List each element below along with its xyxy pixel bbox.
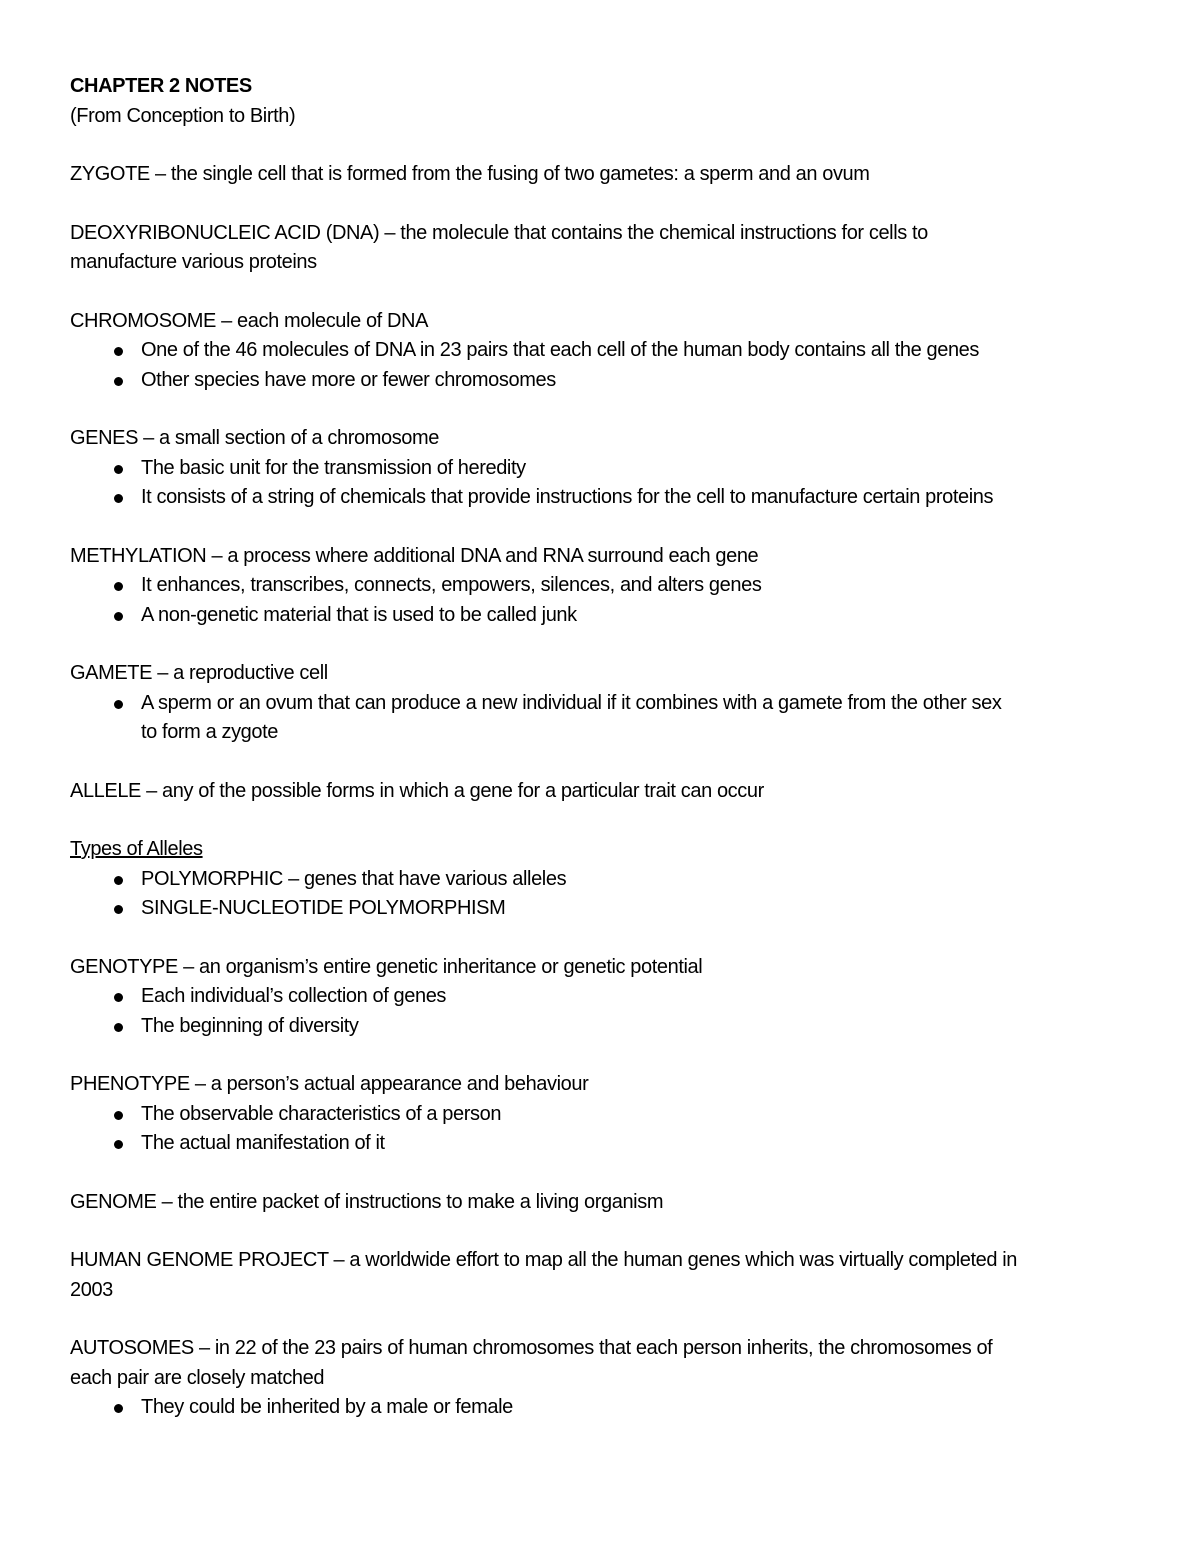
bullet-icon xyxy=(114,700,123,709)
methylation-bullets xyxy=(70,571,1140,630)
autosomes-bullets xyxy=(70,1393,1140,1423)
definition-allele: ALLELE – any of the possible forms in which a gene for a particular trait can occur xyxy=(70,779,764,802)
list-item: One of the 46 molecules of DNA in 23 pairs that each cell of the human body contains all the genes xyxy=(70,336,1140,366)
bullet-icon xyxy=(114,1023,123,1032)
bullet-icon xyxy=(114,1111,123,1120)
definition-human-genome-project-line-1: HUMAN GENOME PROJECT – a worldwide effort to map all the human genes which was virtually completed in xyxy=(70,1249,1018,1271)
list-item: A sperm or an ovum that can produce a new individual if it combines with a gamete from the other sex to form a zygote xyxy=(70,689,1140,748)
bullet-icon xyxy=(114,347,123,356)
definition-autosomes-line-2: each pair are closely matched xyxy=(70,1366,325,1389)
bullet-icon xyxy=(114,582,123,591)
list-item: The observable characteristics of a person xyxy=(70,1100,1140,1130)
definition-genotype: GENOTYPE – an organism’s entire genetic inheritance or genetic potential xyxy=(70,955,703,978)
list-item: It consists of a string of chemicals that provide instructions for the cell to manufacture certain proteins xyxy=(70,483,1140,513)
list-item: A non-genetic material that is used to be called junk xyxy=(70,601,1140,631)
definition-genes: GENES – a small section of a chromosome xyxy=(70,427,439,449)
phenotype-bullets xyxy=(70,1100,1140,1159)
list-item: It enhances, transcribes, connects, empowers, silences, and alters genes xyxy=(70,571,1140,601)
bullet-icon xyxy=(114,1140,123,1149)
document-page xyxy=(70,72,1140,1423)
definition-gamete: GAMETE – a reproductive cell xyxy=(70,662,328,684)
definition-zygote: ZYGOTE – the single cell that is formed from the fusing of two gametes: a sperm and an ovum xyxy=(70,163,870,185)
definition-dna-line-2: manufacture various proteins xyxy=(70,251,317,273)
page-title: CHAPTER 2 NOTES xyxy=(70,75,252,97)
genes-bullets xyxy=(70,454,1140,513)
list-item: SINGLE-NUCLEOTIDE POLYMORPHISM xyxy=(70,894,1140,924)
definition-genome: GENOME – the entire packet of instructions to make a living organism xyxy=(70,1190,664,1213)
bullet-icon xyxy=(114,377,123,386)
list-item: They could be inherited by a male or female xyxy=(70,1393,1140,1423)
bullet-icon xyxy=(114,876,123,885)
genotype-bullets xyxy=(70,982,1140,1041)
list-item: The actual manifestation of it xyxy=(70,1129,1140,1159)
bullet-icon xyxy=(114,494,123,503)
section-heading-types-of-alleles: Types of Alleles xyxy=(70,838,203,860)
bullet-icon xyxy=(114,612,123,621)
definition-chromosome: CHROMOSOME – each molecule of DNA xyxy=(70,309,429,332)
list-item: Other species have more or fewer chromosomes xyxy=(70,366,1140,396)
definition-methylation: METHYLATION – a process where additional DNA and RNA surround each gene xyxy=(70,544,759,567)
bullet-icon xyxy=(114,1404,123,1413)
definition-dna-line-1: DEOXYRIBONUCLEIC ACID (DNA) – the molecule that contains the chemical instructions for cells to xyxy=(70,221,928,244)
bullet-icon xyxy=(114,905,123,914)
list-item: Each individual’s collection of genes xyxy=(70,982,1140,1012)
definition-phenotype: PHENOTYPE – a person’s actual appearance and behaviour xyxy=(70,1073,589,1095)
list-item: The basic unit for the transmission of heredity xyxy=(70,454,1140,484)
chromosome-bullets xyxy=(70,336,1140,395)
alleles-bullets xyxy=(70,865,1140,924)
bullet-icon xyxy=(114,465,123,474)
list-item: POLYMORPHIC – genes that have various alleles xyxy=(70,865,1140,895)
definition-human-genome-project-line-2: 2003 xyxy=(70,1278,113,1301)
list-item: The beginning of diversity xyxy=(70,1012,1140,1042)
definition-autosomes-line-1: AUTOSOMES – in 22 of the 23 pairs of human chromosomes that each person inherits, the chromosomes of xyxy=(70,1337,993,1359)
bullet-icon xyxy=(114,993,123,1002)
gamete-bullets xyxy=(70,689,1140,748)
page-subtitle: (From Conception to Birth) xyxy=(70,104,296,127)
